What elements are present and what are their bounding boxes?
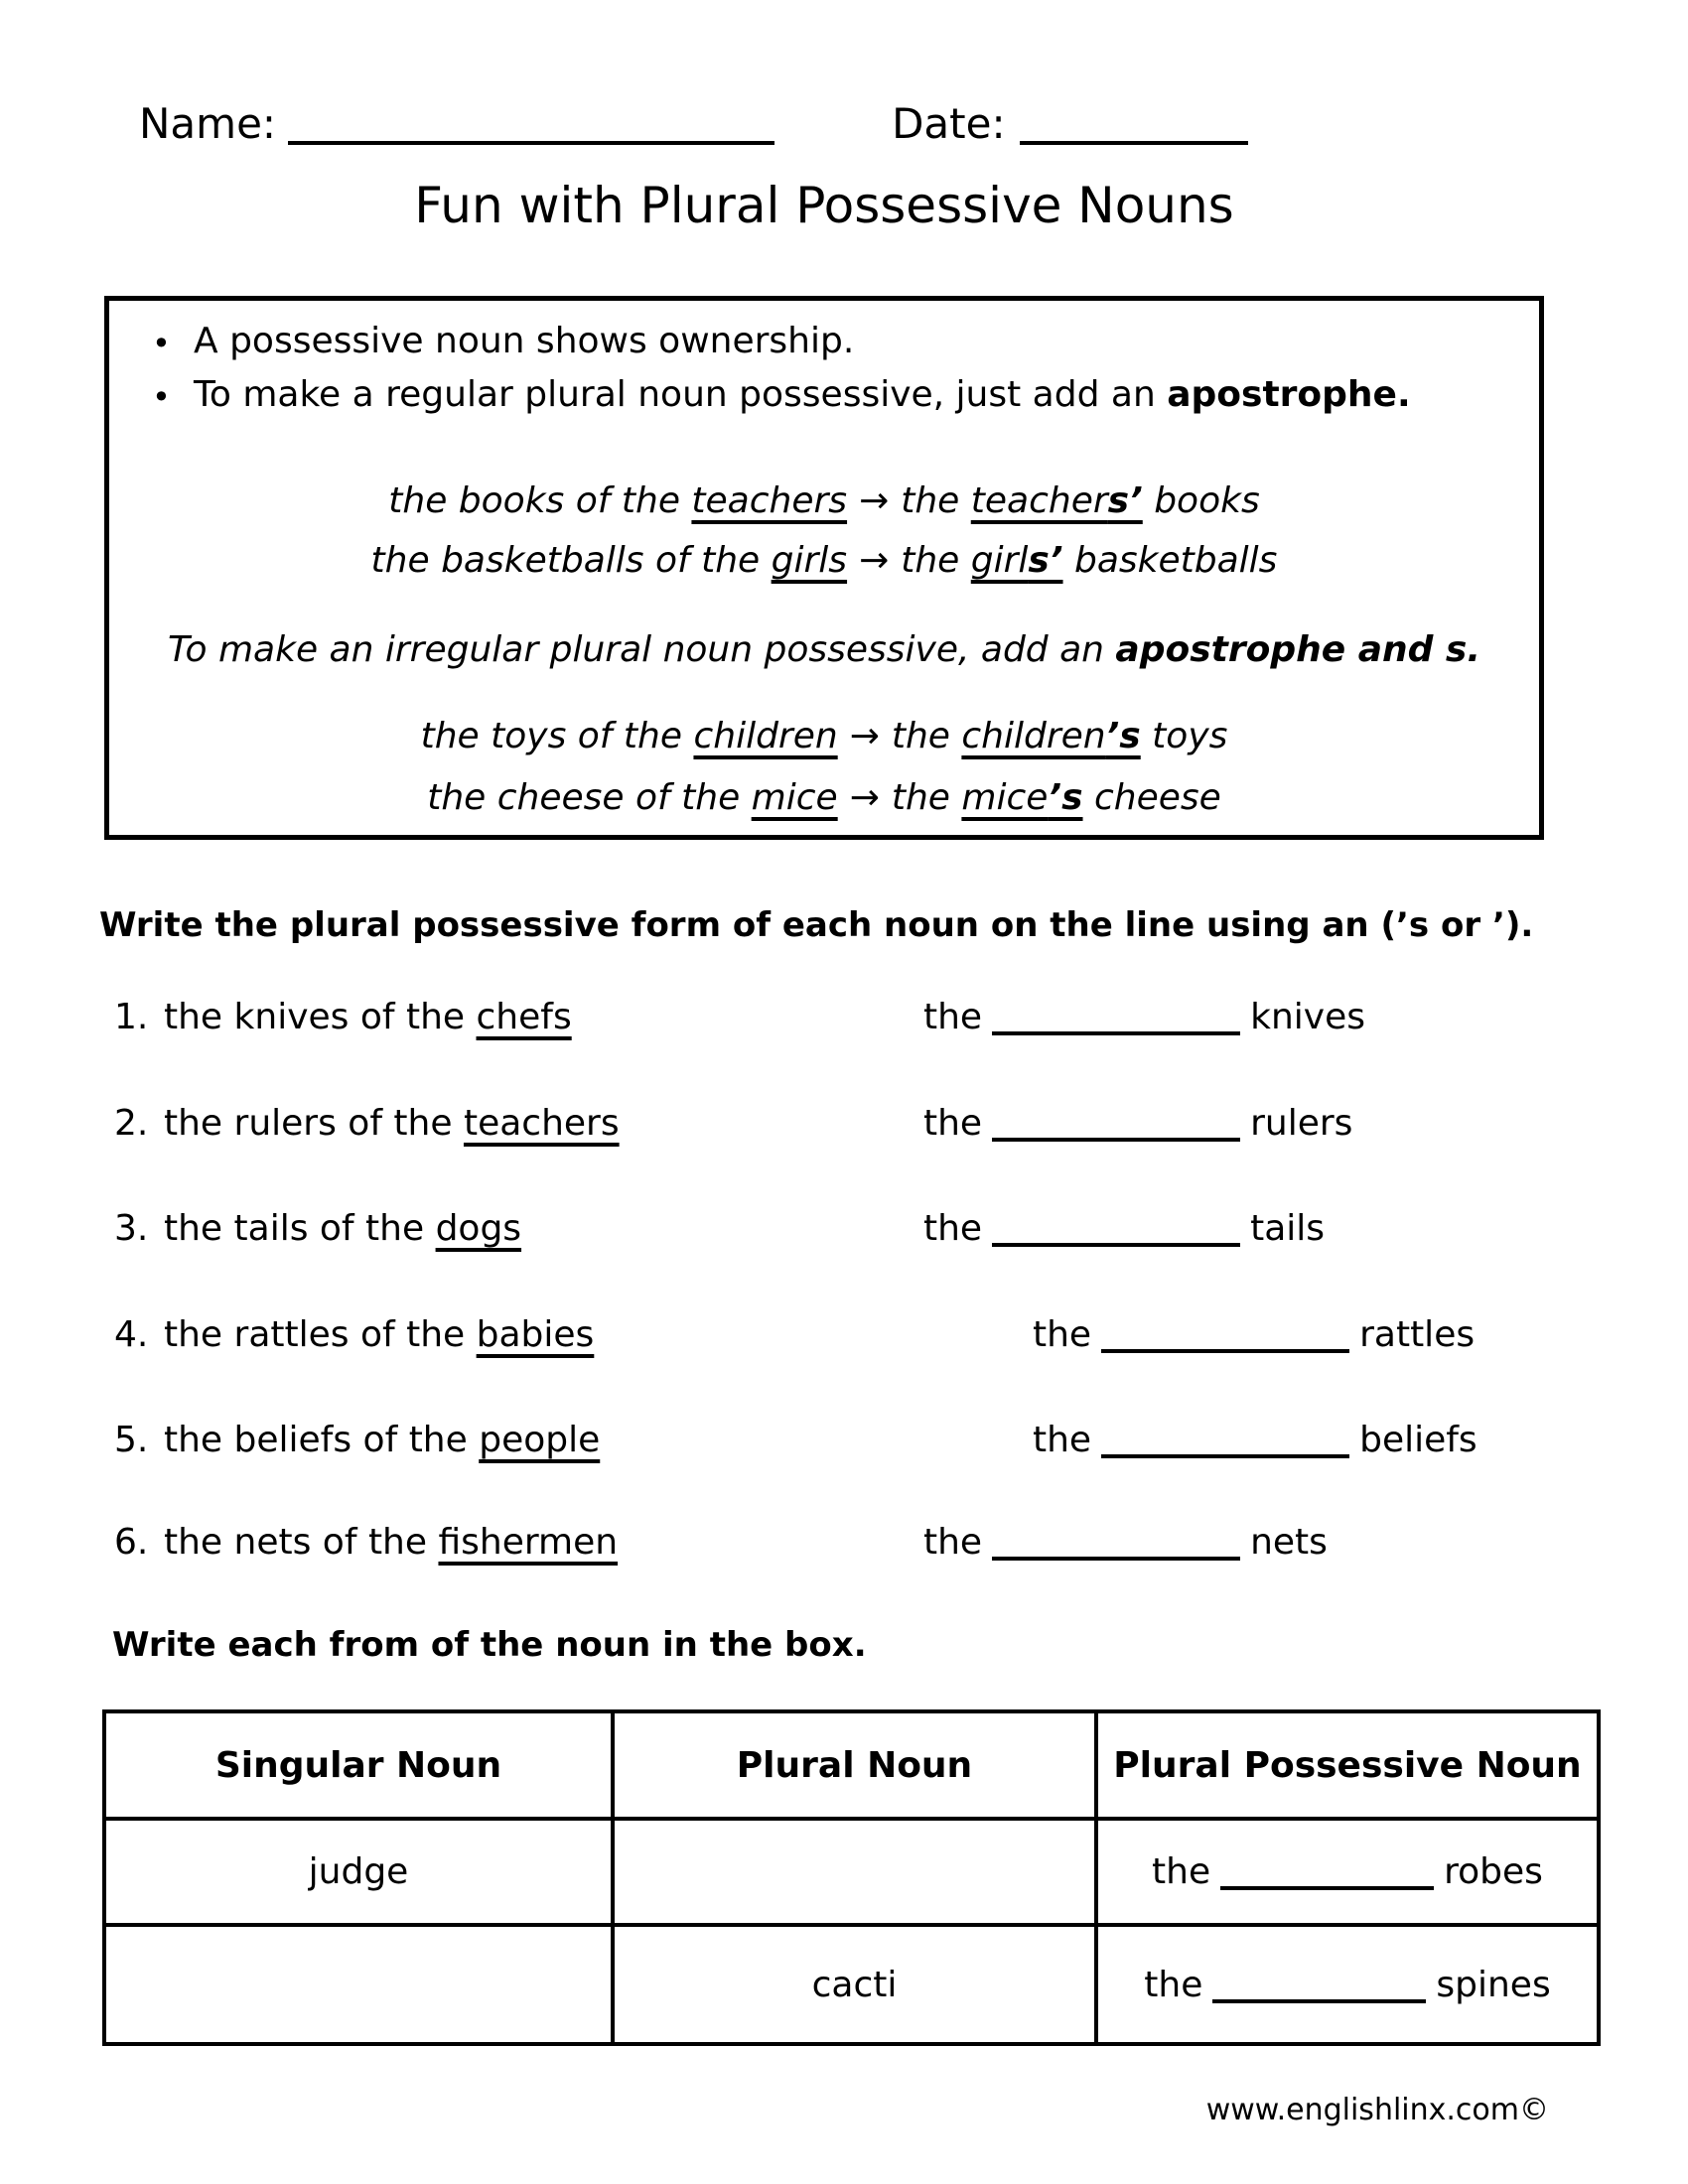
example-possessive-underlined bbox=[971, 480, 1143, 521]
answer-noun: nets bbox=[1250, 1522, 1328, 1563]
example-mid: the bbox=[901, 540, 971, 581]
possessive-word: teacher bbox=[970, 480, 1108, 521]
possessive-word: children bbox=[961, 716, 1106, 756]
example-mid: the bbox=[891, 716, 962, 756]
exercise-item-2 bbox=[114, 1102, 1688, 1146]
answer-the: the bbox=[1033, 1420, 1092, 1460]
exercise-item-4 bbox=[114, 1313, 1688, 1357]
rule-text: To make an irregular plural noun possessive, add an bbox=[167, 629, 1116, 670]
item-noun-underlined: fishermen bbox=[438, 1522, 619, 1563]
date-blank-line bbox=[1020, 131, 1248, 145]
table-row-judge bbox=[104, 1819, 1599, 1925]
example-tail: cheese bbox=[1082, 777, 1221, 818]
possessive-apostrophe: s’ bbox=[1028, 540, 1063, 581]
answer-area bbox=[923, 1102, 1352, 1146]
item-noun-underlined: babies bbox=[476, 1314, 595, 1355]
item-lead: the knives of the bbox=[164, 997, 477, 1037]
rules-bullet-list bbox=[109, 315, 1539, 422]
item-noun-underlined: dogs bbox=[435, 1208, 522, 1249]
example-line-mice bbox=[109, 767, 1539, 829]
item-number: 4. bbox=[114, 1314, 149, 1355]
answer-noun: beliefs bbox=[1359, 1420, 1477, 1460]
table-instruction: Write each from of the noun in the box. bbox=[112, 1625, 867, 1665]
irregular-rule-line bbox=[109, 620, 1539, 680]
page-title: Fun with Plural Possessive Nouns bbox=[414, 177, 1234, 234]
exercise-item-5 bbox=[114, 1419, 1688, 1462]
arrow-icon: → bbox=[849, 716, 880, 756]
answer-area bbox=[923, 1521, 1328, 1565]
answer-blank-line bbox=[1101, 1444, 1349, 1458]
answer-blank-line bbox=[1220, 1876, 1434, 1890]
example-line-teachers bbox=[109, 472, 1539, 531]
answer-noun: rattles bbox=[1359, 1314, 1476, 1355]
table-header-singular: Singular Noun bbox=[104, 1711, 613, 1819]
example-possessive-underlined bbox=[961, 716, 1140, 756]
answer-blank-line bbox=[992, 1547, 1240, 1561]
example-possessive-underlined bbox=[971, 540, 1063, 581]
exercise-instruction: Write the plural possessive form of each noun on the line using an (’s or ’). bbox=[99, 905, 1534, 945]
item-number: 2. bbox=[114, 1103, 149, 1144]
item-lead: the nets of the bbox=[164, 1522, 439, 1563]
item-lead: the beliefs of the bbox=[164, 1420, 480, 1460]
example-lead: the toys of the bbox=[420, 716, 694, 756]
possessive-apostrophe: ’s bbox=[1105, 716, 1141, 756]
site-credit: www.englishlinx.com© bbox=[1205, 2093, 1549, 2127]
answer-the: the bbox=[923, 997, 983, 1037]
example-noun-underlined: mice bbox=[751, 777, 838, 818]
answer-the: the bbox=[1033, 1314, 1092, 1355]
example-noun-underlined: teachers bbox=[691, 480, 848, 521]
item-number: 6. bbox=[114, 1522, 149, 1563]
answer-area bbox=[923, 996, 1365, 1039]
possessive-apostrophe: ’s bbox=[1048, 777, 1083, 818]
example-lead: the cheese of the bbox=[427, 777, 752, 818]
irregular-examples bbox=[109, 706, 1539, 829]
example-possessive-underlined bbox=[961, 777, 1082, 818]
answer-area bbox=[1033, 1419, 1477, 1462]
rules-box bbox=[104, 296, 1544, 840]
answer-the: the bbox=[1152, 1851, 1211, 1892]
rule-bullet-ownership bbox=[194, 315, 1539, 368]
item-noun-underlined: teachers bbox=[463, 1103, 620, 1144]
answer-blank-line bbox=[992, 1233, 1240, 1247]
table-header-plural: Plural Noun bbox=[613, 1711, 1096, 1819]
answer-the: the bbox=[923, 1522, 983, 1563]
noun-forms-table bbox=[102, 1709, 1601, 2046]
item-lead: the tails of the bbox=[164, 1208, 436, 1249]
example-line-children bbox=[109, 706, 1539, 767]
answer-blank-line bbox=[1101, 1339, 1349, 1353]
cell-plural: cacti bbox=[613, 1925, 1096, 2044]
exercise-item-6 bbox=[114, 1521, 1688, 1565]
possessive-apostrophe: s’ bbox=[1107, 480, 1143, 521]
example-noun-underlined: girls bbox=[771, 540, 848, 581]
answer-area bbox=[923, 1207, 1325, 1251]
item-noun-underlined: people bbox=[479, 1420, 601, 1460]
answer-blank-line bbox=[992, 1022, 1240, 1035]
name-blank-line bbox=[288, 131, 774, 145]
example-tail: basketballs bbox=[1062, 540, 1278, 581]
table-header-row bbox=[104, 1711, 1599, 1819]
item-number: 3. bbox=[114, 1208, 149, 1249]
regular-examples bbox=[109, 472, 1539, 591]
answer-blank-line bbox=[1212, 1989, 1426, 2003]
answer-blank-line bbox=[992, 1128, 1240, 1142]
rule-bold-term: apostrophe. bbox=[1167, 374, 1411, 415]
item-lead: the rulers of the bbox=[164, 1103, 464, 1144]
rule-bullet-regular bbox=[194, 368, 1539, 422]
answer-noun: robes bbox=[1444, 1851, 1543, 1892]
rule-bold-term: apostrophe and s. bbox=[1115, 629, 1481, 670]
example-tail: books bbox=[1142, 480, 1260, 521]
item-lead: the rattles of the bbox=[164, 1314, 477, 1355]
example-lead: the basketballs of the bbox=[370, 540, 772, 581]
exercise-item-3 bbox=[114, 1207, 1688, 1251]
answer-area bbox=[1033, 1313, 1475, 1357]
exercise-item-1 bbox=[114, 996, 1688, 1039]
rule-text: To make a regular plural noun possessive, just add an bbox=[194, 374, 1168, 415]
cell-singular-empty bbox=[104, 1925, 613, 2044]
item-number: 5. bbox=[114, 1420, 149, 1460]
possessive-word: mice bbox=[961, 777, 1049, 818]
arrow-icon: → bbox=[859, 540, 890, 581]
arrow-icon: → bbox=[849, 777, 880, 818]
example-line-girls bbox=[109, 531, 1539, 591]
answer-the: the bbox=[1144, 1964, 1203, 2005]
arrow-icon: → bbox=[859, 480, 890, 521]
cell-possessive bbox=[1096, 1925, 1599, 2044]
item-number: 1. bbox=[114, 997, 149, 1037]
answer-noun: rulers bbox=[1250, 1103, 1353, 1144]
answer-the: the bbox=[923, 1103, 983, 1144]
answer-noun: tails bbox=[1250, 1208, 1326, 1249]
answer-noun: knives bbox=[1250, 997, 1365, 1037]
answer-noun: spines bbox=[1436, 1964, 1551, 2005]
cell-possessive bbox=[1096, 1819, 1599, 1925]
table-row-cacti bbox=[104, 1925, 1599, 2044]
cell-singular: judge bbox=[104, 1819, 613, 1925]
example-mid: the bbox=[891, 777, 962, 818]
table-header-possessive: Plural Possessive Noun bbox=[1096, 1711, 1599, 1819]
example-mid: the bbox=[901, 480, 971, 521]
date-label: Date: bbox=[892, 99, 1006, 148]
name-date-row bbox=[139, 99, 1248, 148]
rule-text: A possessive noun shows ownership. bbox=[194, 321, 855, 361]
possessive-word: girl bbox=[970, 540, 1029, 581]
example-lead: the books of the bbox=[388, 480, 692, 521]
cell-plural-empty bbox=[613, 1819, 1096, 1925]
example-tail: toys bbox=[1140, 716, 1228, 756]
answer-the: the bbox=[923, 1208, 983, 1249]
item-noun-underlined: chefs bbox=[476, 997, 572, 1037]
example-noun-underlined: children bbox=[693, 716, 838, 756]
name-label: Name: bbox=[139, 99, 277, 148]
